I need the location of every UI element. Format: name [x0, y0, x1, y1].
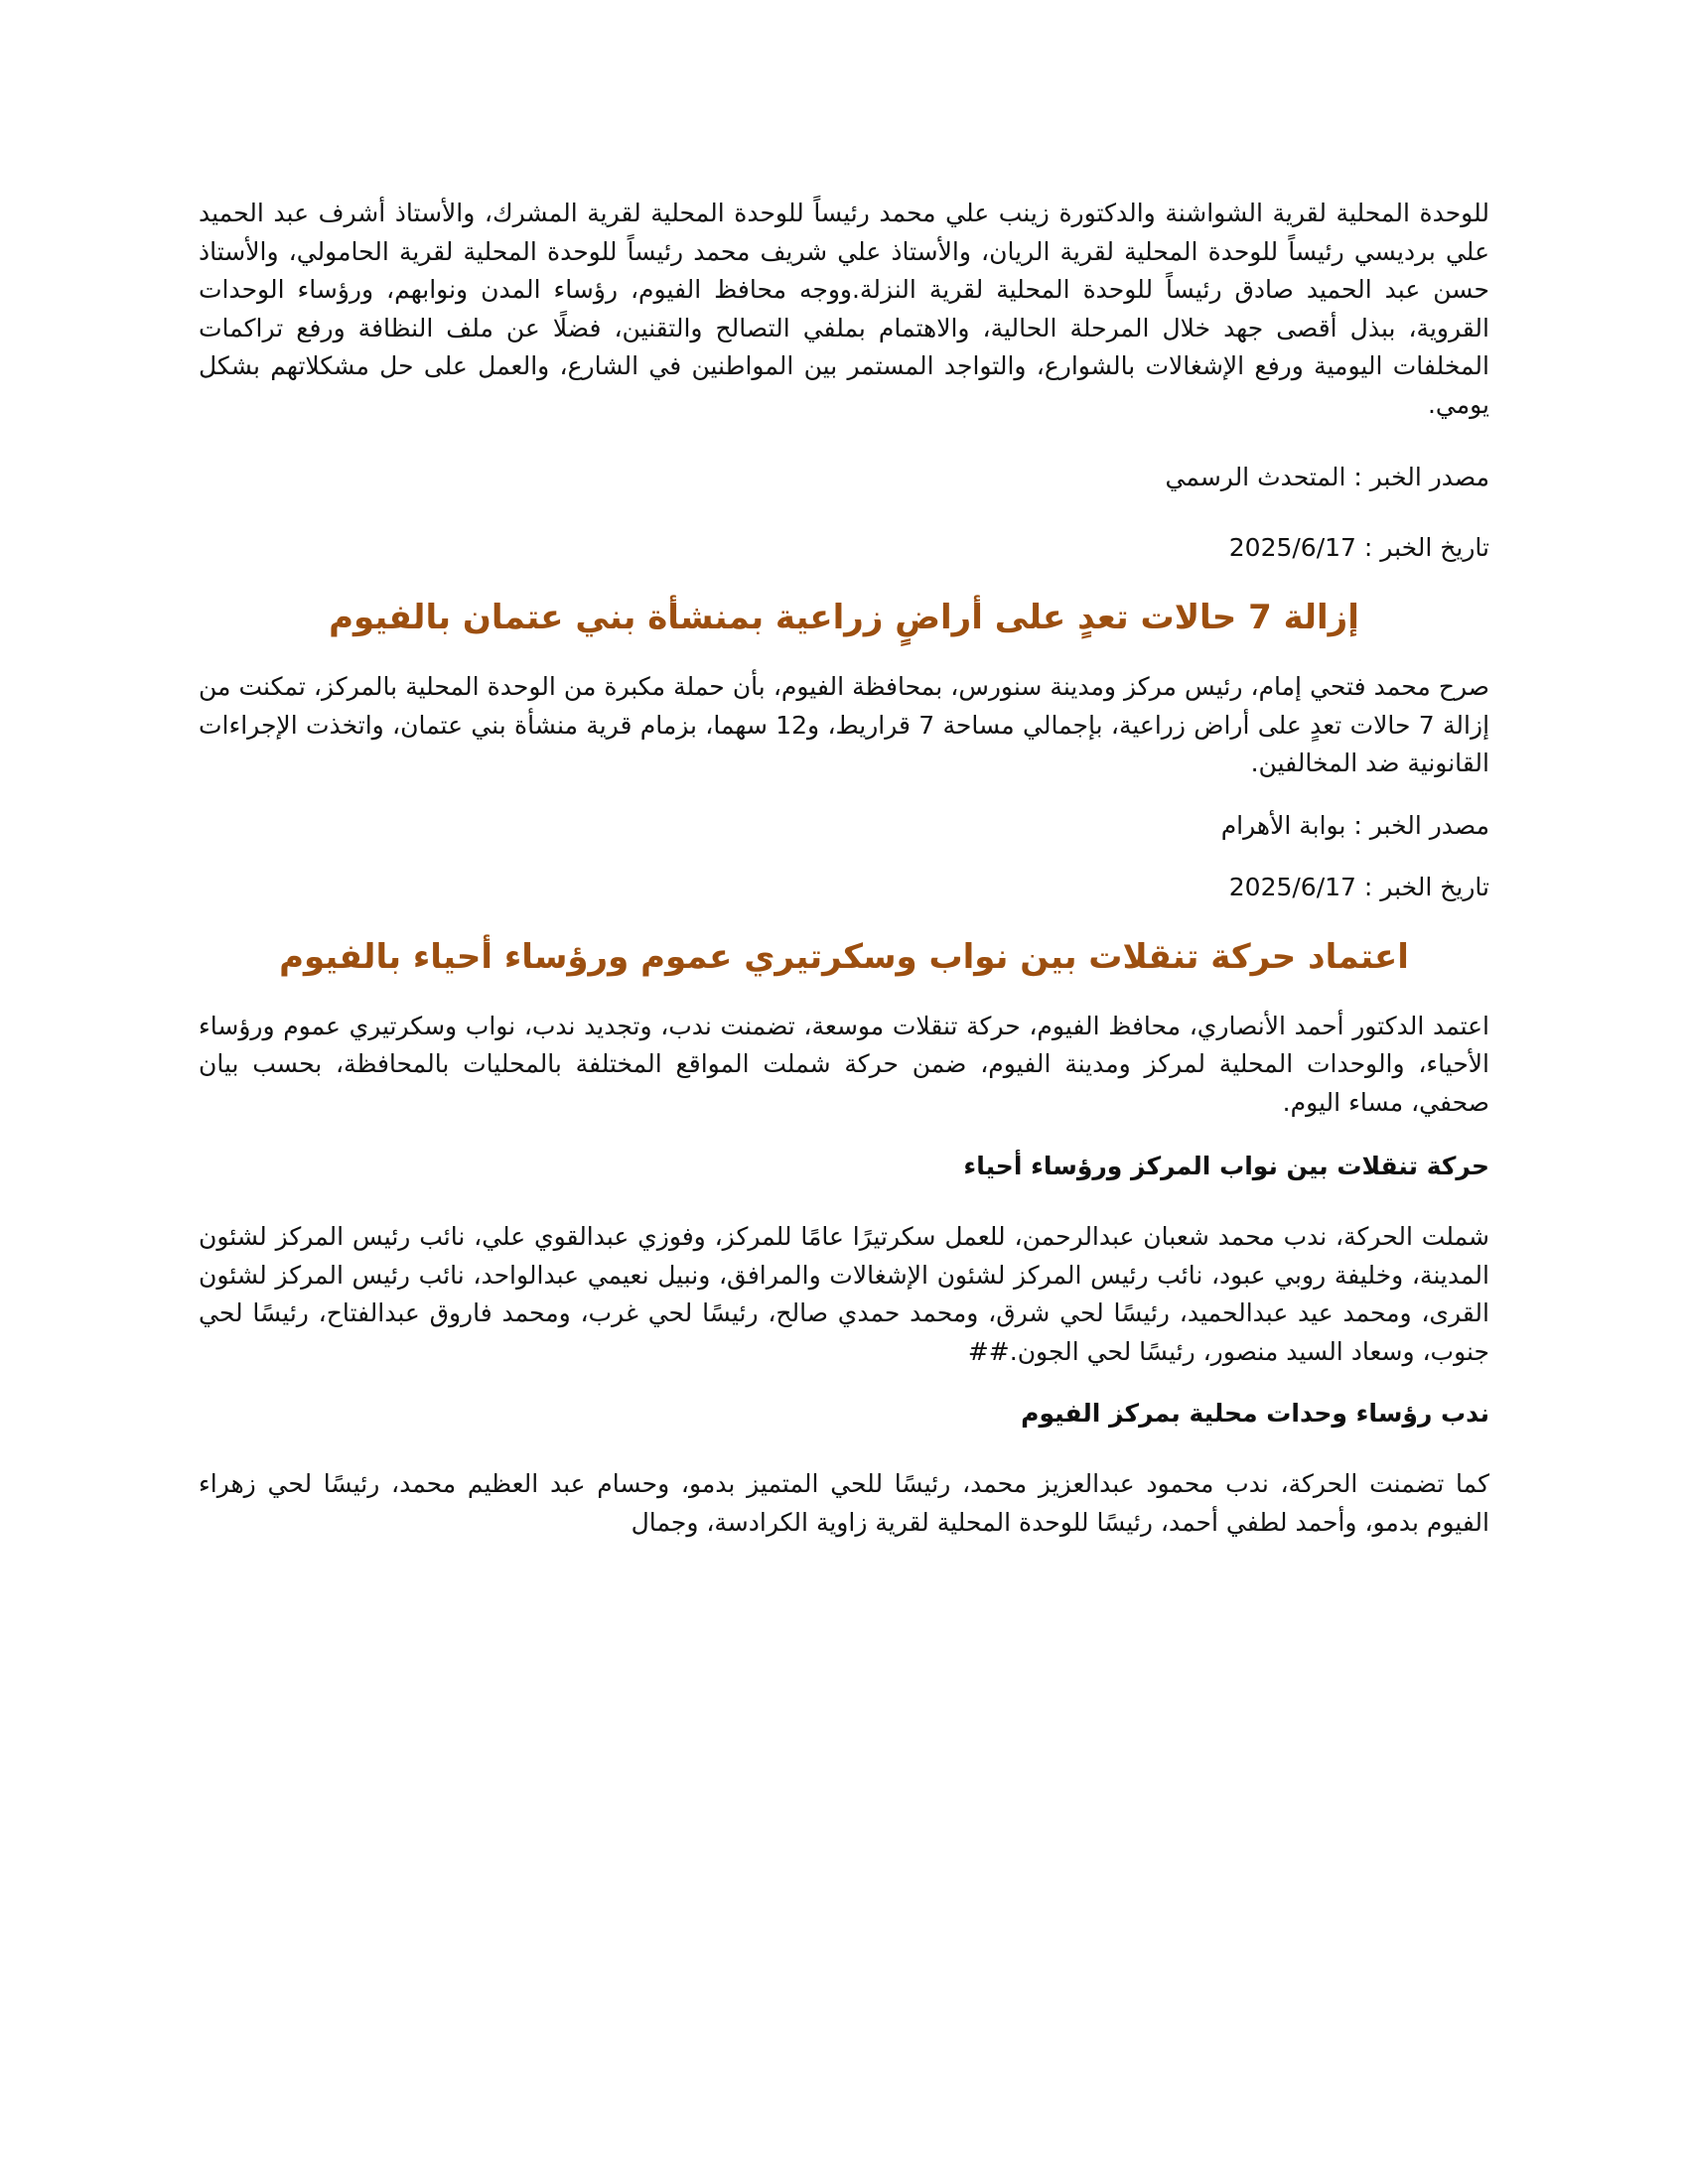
- article1-source: مصدر الخبر : بوابة الأهرام: [1220, 810, 1489, 840]
- document-content: [199, 195, 1489, 1542]
- article2-headline: اعتماد حركة تنقلات بين نواب وسكرتيري عموم ورؤساء أحياء بالفيوم: [279, 936, 1409, 977]
- intro-source: مصدر الخبر : المتحدث الرسمي: [1165, 463, 1489, 491]
- article2-subhead-2: ندب رؤساء وحدات محلية بمركز الفيوم: [1021, 1399, 1489, 1428]
- article1-date: تاريخ الخبر : 2025/6/17: [1228, 872, 1489, 901]
- intro-paragraph: للوحدة المحلية لقرية الشواشنة والدكتورة زينب علي محمد رئيساً للوحدة المحلية لقرية المشرك، والأستاذ أشرف عبد الحميد علي برديسي رئيساً للوحدة المحلية لقرية الريان، والأستاذ علي شريف محمد رئيساً للوحدة المحلية لقرية الحامولي، والأستاذ حسن عبد الحميد صادق رئيساً للوحدة المحلية لقرية النزلة.ووجه محافظ الفيوم، رؤساء المدن ونوابهم، ورؤساء الوحدات القروية، ببذل أقصى جهد خلال المرحلة الحالية، والاهتمام بملفي التصالح والتقنين، فضلًا عن ملف النظافة ورفع تراكمات المخلفات اليومية ورفع الإشغالات بالشوارع، والتواجد المستمر بين المواطنين في الشارع، والعمل على حل مشكلاتهم بشكل يومي.: [199, 199, 1489, 419]
- article1-headline: إزالة 7 حالات تعدٍ على أراضٍ زراعية بمنشأة بني عتمان بالفيوم: [329, 598, 1359, 637]
- article1-body: صرح محمد فتحي إمام، رئيس مركز ومدينة سنورس، بمحافظة الفيوم، بأن حملة مكبرة من الوحدة المحلية بالمركز، تمكنت من إزالة 7 حالات تعدٍ على أراض زراعية، بإجمالي مساحة 7 قراريط، و12 سهما، بزمام قرية منشأة بني عتمان، واتخذت الإجراءات القانونية ضد المخالفين.: [199, 672, 1490, 777]
- article2-subhead-1: حركة تنقلات بين نواب المركز ورؤساء أحياء: [963, 1152, 1489, 1180]
- article2-body: اعتمد الدكتور أحمد الأنصاري، محافظ الفيوم، حركة تنقلات موسعة، تضمنت ندب، وتجديد ندب، نواب وسكرتيري عموم ورؤساء الأحياء، والوحدات المحلية لمركز ومدينة الفيوم، ضمن حركة شملت المواقع المختلفة بالمحليات بالمحافظة، بحسب بيان صحفي، مساء اليوم.: [199, 1011, 1489, 1117]
- article2-section-1: شملت الحركة، ندب محمد شعبان عبدالرحمن، للعمل سكرتيرًا عامًا للمركز، وفوزي عبدالقوي علي، نائب رئيس المركز لشئون المدينة، وخليفة روبي عبود، نائب رئيس المركز لشئون الإشغالات والمرافق، ونبيل نعيمي عبدالواحد، نائب رئيس المركز لشئون القرى، ومحمد عيد عبدالحميد، رئيسًا لحي شرق، ومحمد حمدي صالح، رئيسًا لحي غرب، ومحمد فاروق عبدالفتاح، رئيسًا لحي جنوب، وسعاد السيد منصور، رئيسًا لحي الجون.##: [199, 1222, 1489, 1366]
- article2-section-2: كما تضمنت الحركة، ندب محمود عبدالعزيز محمد، رئيسًا للحي المتميز بدمو، وحسام عبد العظيم محمد، رئيسًا لحي زهراء الفيوم بدمو، وأحمد لطفي أحمد، رئيسًا للوحدة المحلية لقرية زاوية الكرادسة، وجمال: [199, 1469, 1489, 1537]
- intro-date: تاريخ الخبر : 2025/6/17: [1228, 533, 1489, 562]
